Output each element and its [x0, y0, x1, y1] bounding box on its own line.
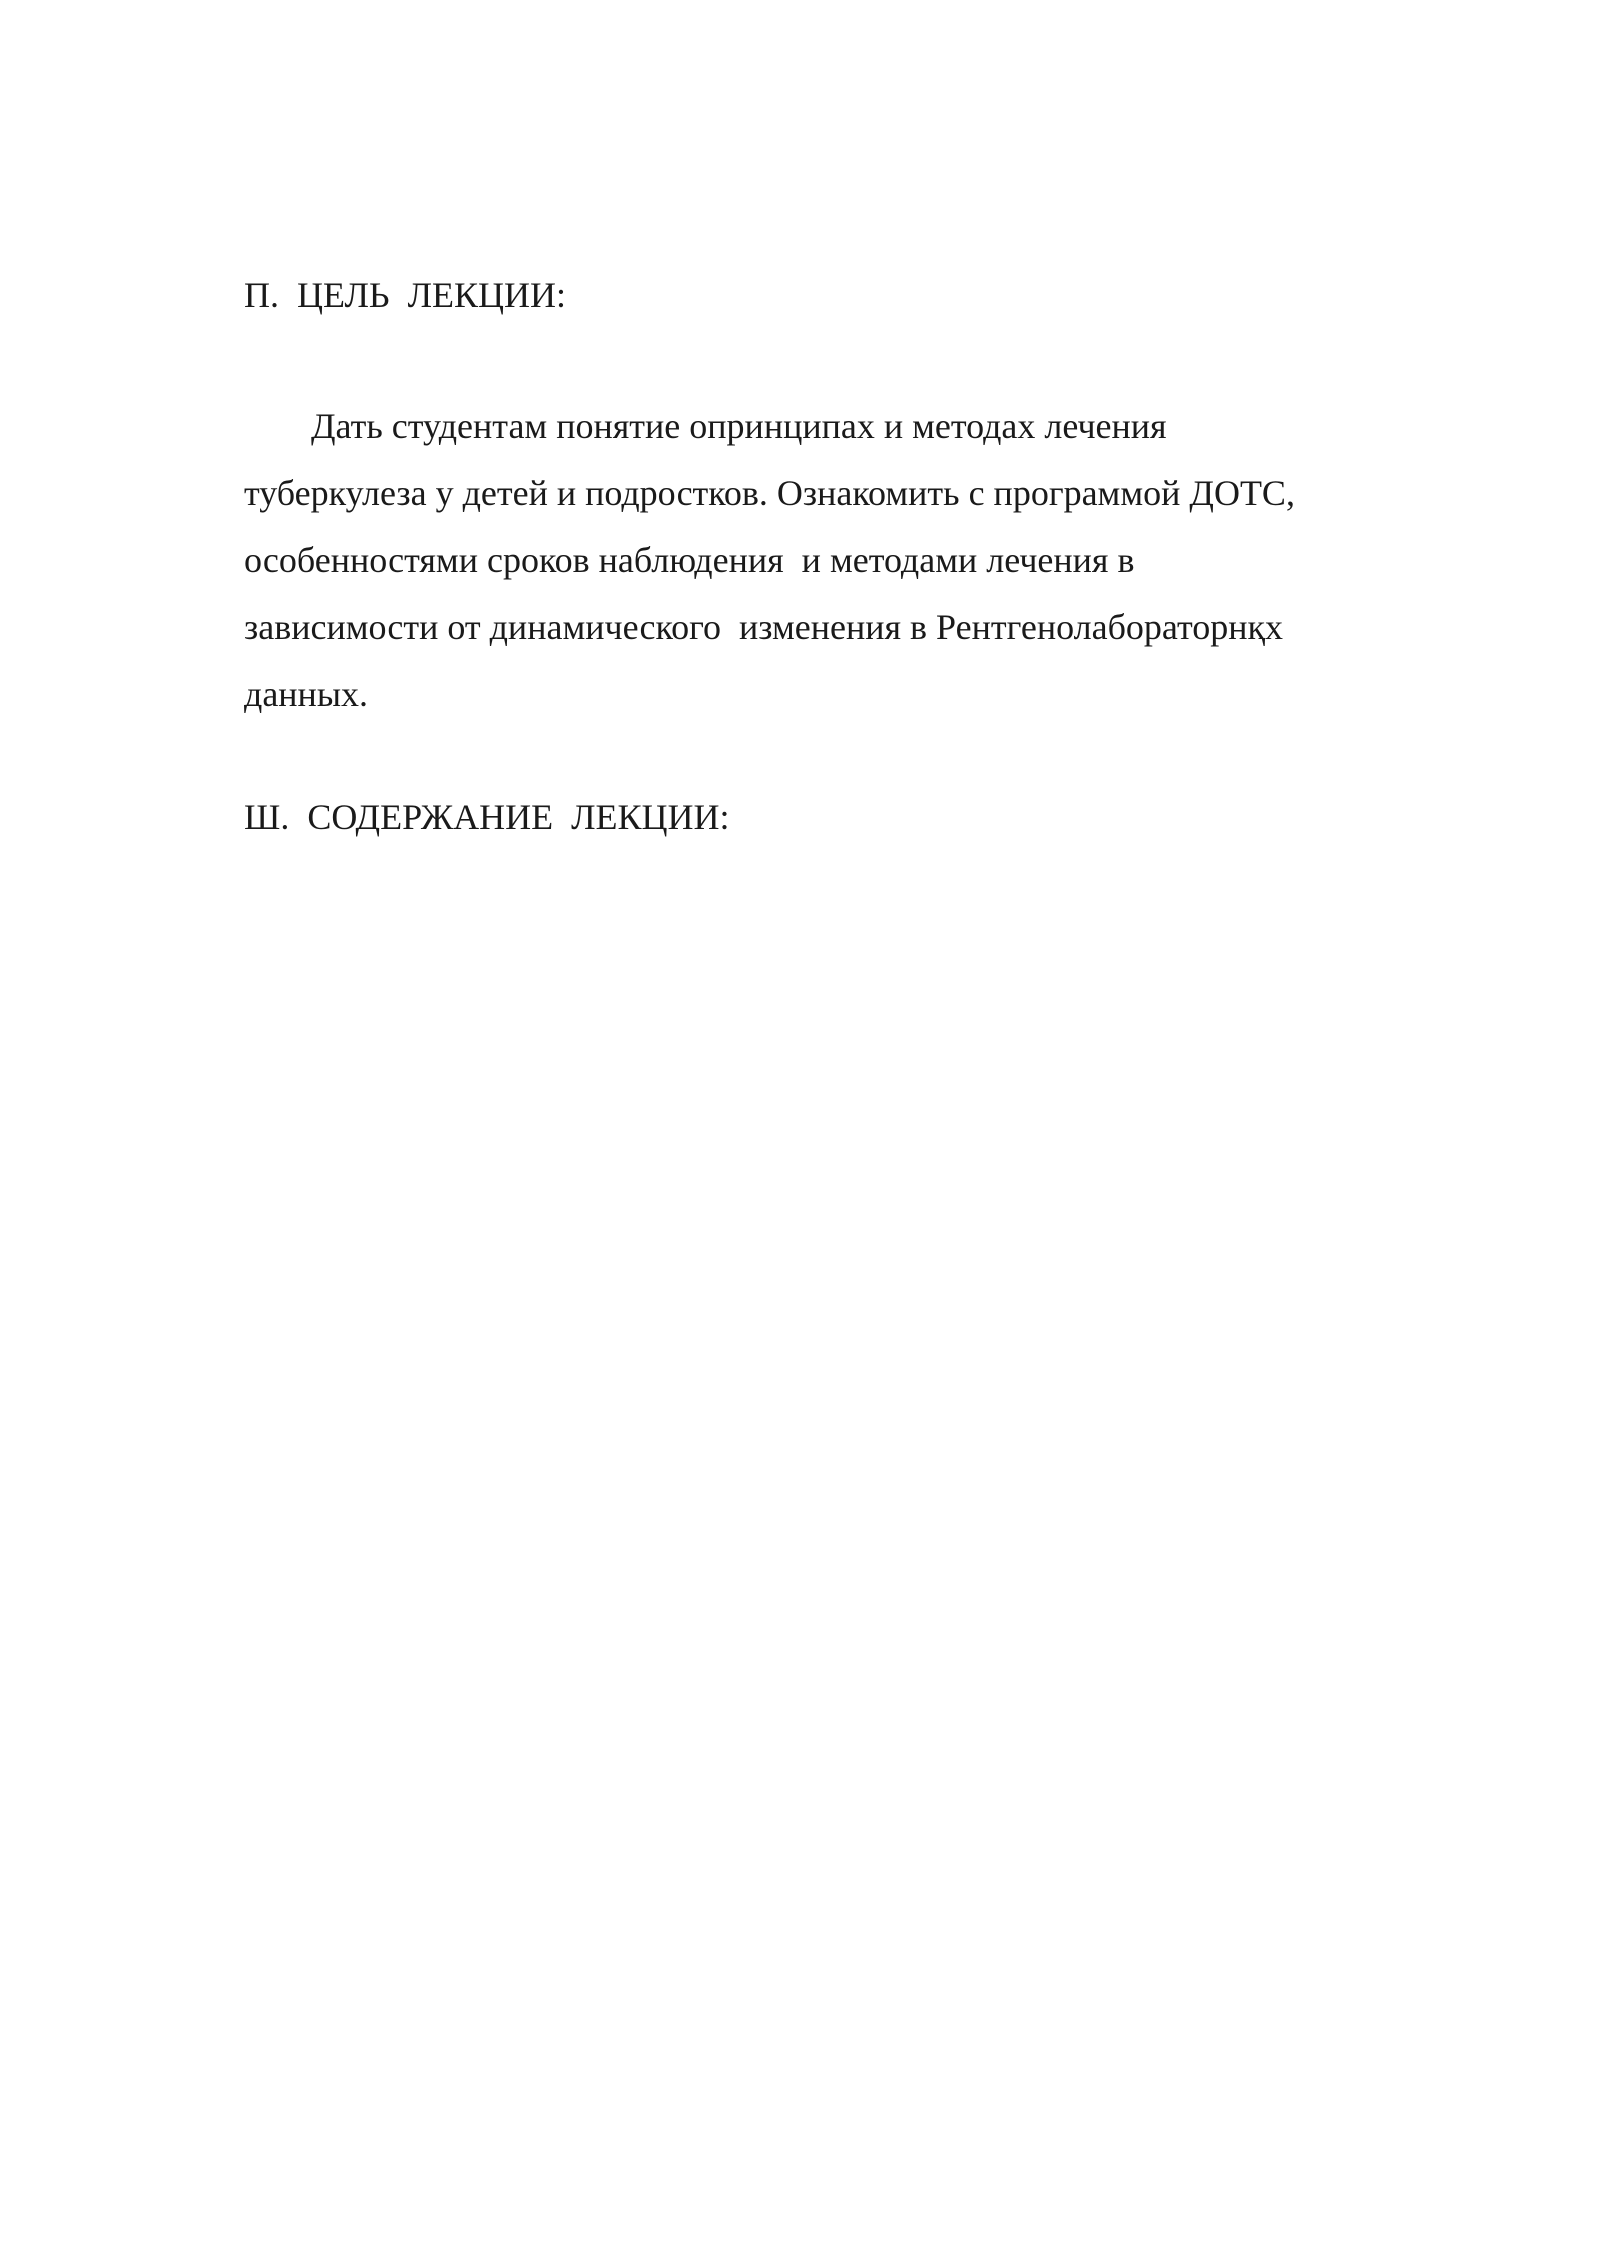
section-heading-content: Ш. СОДЕРЖАНИЕ ЛЕКЦИИ:: [244, 797, 730, 837]
paragraph-line: туберкулеза у детей и подростков. Ознакомить с программой ДОТС,: [244, 473, 1295, 513]
goal-paragraph: [244, 404, 1394, 739]
section-heading-goal: П. ЦЕЛЬ ЛЕКЦИИ:: [244, 275, 567, 315]
paragraph-line: данных.: [244, 674, 369, 714]
paragraph-line: особенностями сроков наблюдения и методами лечения в: [244, 540, 1135, 580]
paragraph-line: Дать студентам понятие опринципах и методах лечения: [311, 406, 1167, 446]
paragraph-line: зависимости от динамического изменения в Рентгенолабораторнқх: [244, 607, 1283, 647]
